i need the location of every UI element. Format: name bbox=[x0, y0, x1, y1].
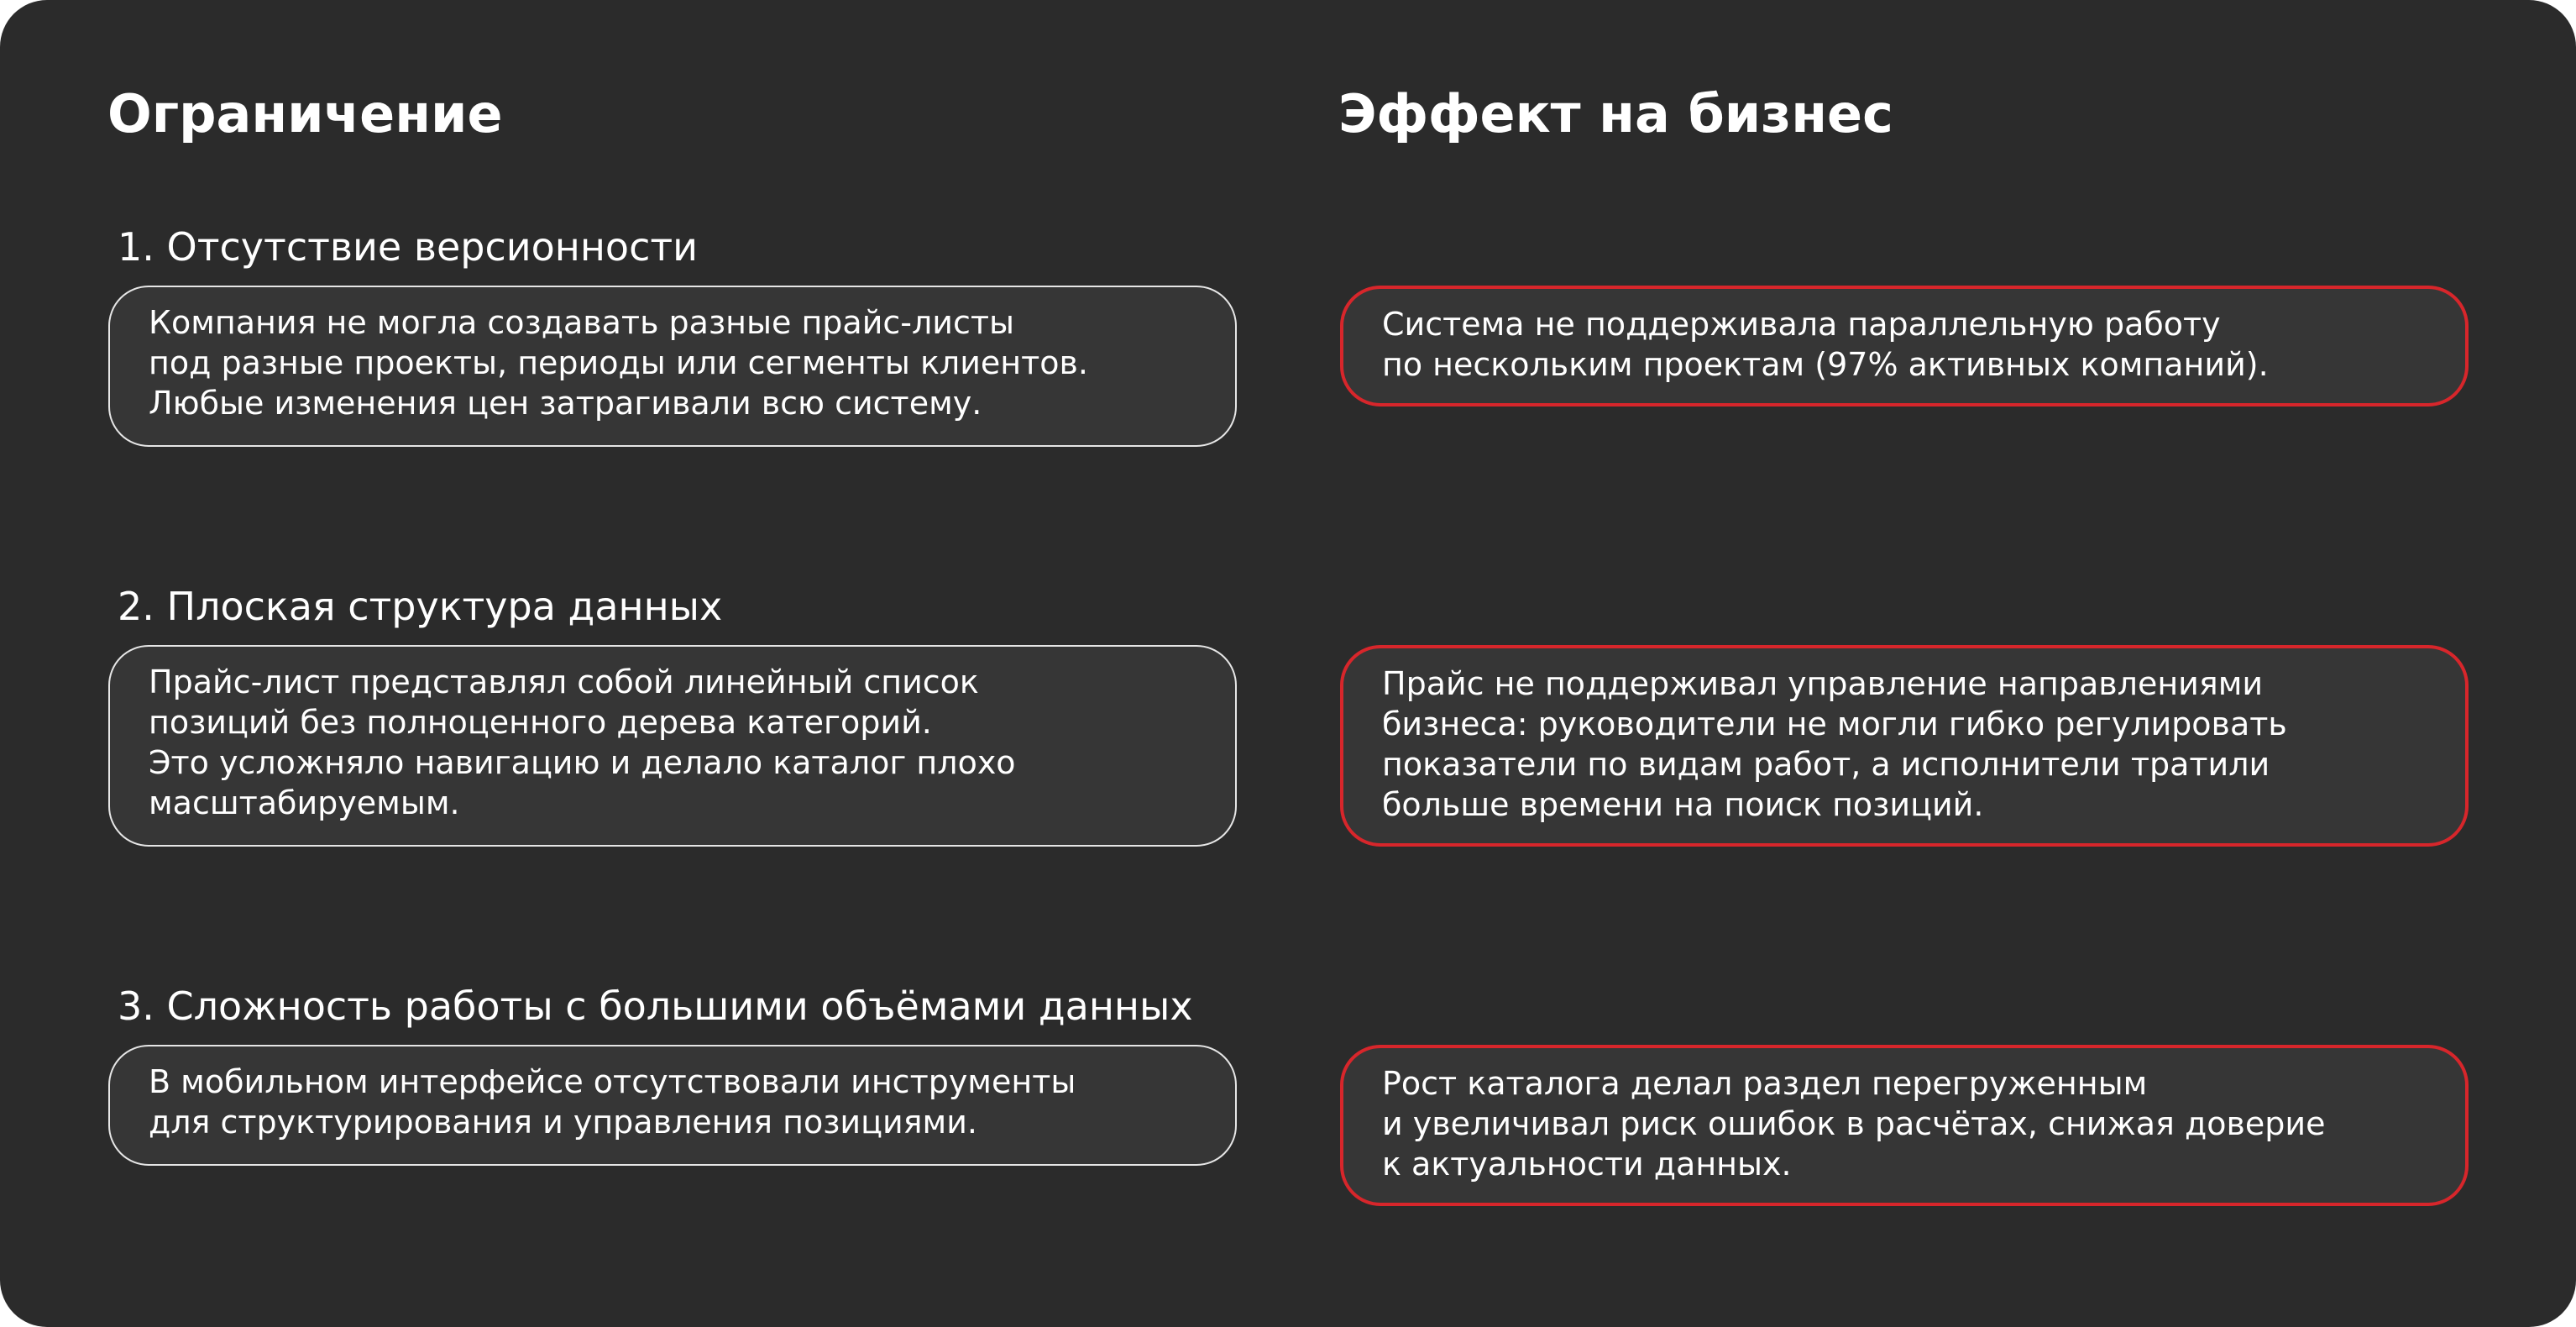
effect-text-line: к актуальности данных. bbox=[1382, 1146, 1792, 1183]
section-2-effect-card bbox=[1340, 645, 2469, 847]
limitation-text-line: для структурирования и управления позициями. bbox=[149, 1104, 977, 1141]
section-2-title: 2. Плоская структура данных bbox=[118, 584, 723, 629]
effect-text-line: Прайс не поддерживал управление направлениями bbox=[1382, 665, 2264, 702]
section-3-title: 3. Сложность работы с большими объёмами данных bbox=[118, 983, 1193, 1029]
effect-text-line: по нескольким проектам (97% активных компаний). bbox=[1382, 346, 2269, 383]
effect-text-line: больше времени на поиск позиций. bbox=[1382, 786, 1984, 823]
limitation-text-line: масштабируемым. bbox=[149, 784, 460, 821]
limitation-column-heading: Ограничение bbox=[107, 83, 503, 144]
limitation-text-line: Любые изменения цен затрагивали всю систему. bbox=[149, 385, 982, 422]
section-3-effect-card bbox=[1340, 1045, 2469, 1206]
limitation-text-line: Прайс-лист представлял собой линейный список bbox=[149, 664, 979, 700]
effect-text-line: Рост каталога делал раздел перегруженным bbox=[1382, 1065, 2148, 1102]
limitation-text-line: под разные проекты, периоды или сегменты клиентов. bbox=[149, 344, 1088, 381]
section-1-title: 1. Отсутствие версионности bbox=[118, 224, 699, 270]
limitation-text-line: позиций без полноценного дерева категорий. bbox=[149, 704, 932, 741]
limitation-text-line: Это усложняло навигацию и делало каталог плохо bbox=[149, 744, 1016, 781]
section-2-limitation-card bbox=[108, 645, 1237, 847]
effect-text-line: бизнеса: руководители не могли гибко регулировать bbox=[1382, 705, 2287, 742]
effect-text-line: показатели по видам работ, а исполнители тратили bbox=[1382, 746, 2270, 783]
limitation-text-line: В мобильном интерфейсе отсутствовали инструменты bbox=[149, 1063, 1076, 1100]
effect-text-line: и увеличивал риск ошибок в расчётах, снижая доверие bbox=[1382, 1105, 2326, 1142]
business-effect-column-heading: Эффект на бизнес bbox=[1338, 83, 1893, 144]
limitation-text-line: Компания не могла создавать разные прайс-листы bbox=[149, 304, 1015, 341]
section-1-effect-card bbox=[1340, 286, 2469, 406]
section-3-limitation-card bbox=[108, 1045, 1237, 1166]
effect-text-line: Система не поддерживала параллельную работу bbox=[1382, 306, 2221, 343]
section-1-limitation-card bbox=[108, 286, 1237, 447]
